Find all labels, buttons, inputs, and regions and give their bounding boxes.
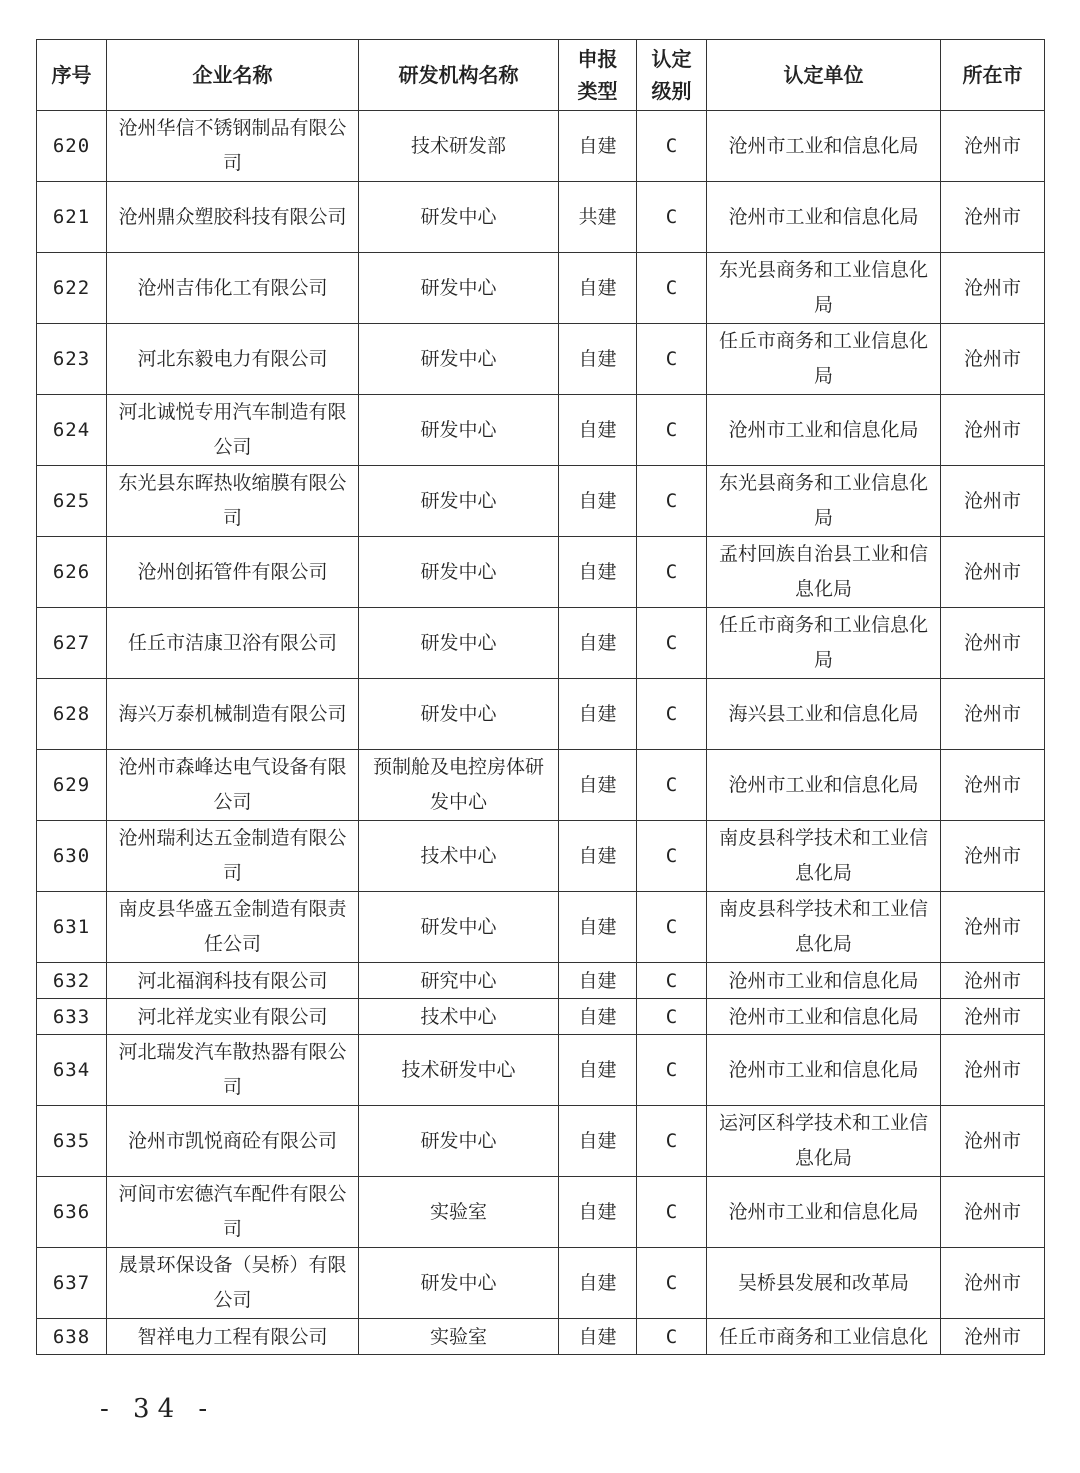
cell-institution: 技术研发中心 <box>359 1035 559 1106</box>
table-row <box>37 821 1045 892</box>
cell-city: 沧州市 <box>941 466 1045 537</box>
cell-institution: 技术研发部 <box>359 111 559 182</box>
table-row <box>37 892 1045 963</box>
table-row <box>37 1106 1045 1177</box>
cell-company: 沧州鼎众塑胶科技有限公司 <box>107 182 359 253</box>
cell-unit: 沧州市工业和信息化局 <box>707 111 941 182</box>
table-row <box>37 466 1045 537</box>
cell-city: 沧州市 <box>941 892 1045 963</box>
cell-company: 南皮县华盛五金制造有限责任公司 <box>107 892 359 963</box>
table-row <box>37 608 1045 679</box>
cell-level: C <box>637 608 707 679</box>
cell-unit: 南皮县科学技术和工业信息化局 <box>707 821 941 892</box>
table-row <box>37 1248 1045 1319</box>
cell-company: 沧州市凯悦商砼有限公司 <box>107 1106 359 1177</box>
cell-level: C <box>637 892 707 963</box>
cell-type: 自建 <box>559 679 637 750</box>
cell-institution: 研发中心 <box>359 1248 559 1319</box>
cell-city: 沧州市 <box>941 821 1045 892</box>
cell-company: 河北瑞发汽车散热器有限公司 <box>107 1035 359 1106</box>
header-serial: 序号 <box>37 40 107 111</box>
enterprise-rd-table <box>36 39 1045 1355</box>
cell-company: 沧州华信不锈钢制品有限公司 <box>107 111 359 182</box>
cell-city: 沧州市 <box>941 1248 1045 1319</box>
cell-institution: 实验室 <box>359 1177 559 1248</box>
cell-level: C <box>637 466 707 537</box>
cell-city: 沧州市 <box>941 608 1045 679</box>
cell-serial: 636 <box>37 1177 107 1248</box>
cell-serial: 632 <box>37 963 107 999</box>
cell-unit: 东光县商务和工业信息化局 <box>707 253 941 324</box>
cell-company: 智祥电力工程有限公司 <box>107 1319 359 1355</box>
cell-type: 自建 <box>559 821 637 892</box>
cell-institution: 研发中心 <box>359 892 559 963</box>
cell-city: 沧州市 <box>941 111 1045 182</box>
header-company: 企业名称 <box>107 40 359 111</box>
cell-institution: 研发中心 <box>359 395 559 466</box>
cell-serial: 621 <box>37 182 107 253</box>
table-row <box>37 963 1045 999</box>
cell-serial: 628 <box>37 679 107 750</box>
header-institution: 研发机构名称 <box>359 40 559 111</box>
cell-institution: 实验室 <box>359 1319 559 1355</box>
cell-type: 自建 <box>559 466 637 537</box>
cell-unit: 东光县商务和工业信息化局 <box>707 466 941 537</box>
table-header-row <box>37 40 1045 111</box>
cell-type: 自建 <box>559 1035 637 1106</box>
cell-institution: 技术中心 <box>359 821 559 892</box>
cell-serial: 626 <box>37 537 107 608</box>
cell-institution: 研发中心 <box>359 182 559 253</box>
cell-type: 自建 <box>559 253 637 324</box>
cell-serial: 629 <box>37 750 107 821</box>
cell-institution: 研发中心 <box>359 1106 559 1177</box>
cell-serial: 624 <box>37 395 107 466</box>
cell-level: C <box>637 182 707 253</box>
cell-institution: 研发中心 <box>359 253 559 324</box>
header-city: 所在市 <box>941 40 1045 111</box>
table-row <box>37 999 1045 1035</box>
cell-serial: 634 <box>37 1035 107 1106</box>
cell-serial: 633 <box>37 999 107 1035</box>
header-level: 认定级别 <box>637 40 707 111</box>
cell-institution: 研发中心 <box>359 608 559 679</box>
cell-level: C <box>637 1035 707 1106</box>
table-row <box>37 679 1045 750</box>
cell-level: C <box>637 1319 707 1355</box>
cell-institution: 研发中心 <box>359 324 559 395</box>
cell-institution: 研究中心 <box>359 963 559 999</box>
cell-city: 沧州市 <box>941 999 1045 1035</box>
cell-company: 晟景环保设备（吴桥）有限公司 <box>107 1248 359 1319</box>
header-unit: 认定单位 <box>707 40 941 111</box>
cell-level: C <box>637 1177 707 1248</box>
header-type: 申报类型 <box>559 40 637 111</box>
page-number: - 34 - <box>100 1394 216 1424</box>
cell-level: C <box>637 821 707 892</box>
cell-city: 沧州市 <box>941 1106 1045 1177</box>
cell-institution: 研发中心 <box>359 466 559 537</box>
cell-level: C <box>637 679 707 750</box>
cell-unit: 沧州市工业和信息化局 <box>707 395 941 466</box>
cell-company: 沧州吉伟化工有限公司 <box>107 253 359 324</box>
cell-type: 自建 <box>559 324 637 395</box>
table-row <box>37 395 1045 466</box>
cell-unit: 海兴县工业和信息化局 <box>707 679 941 750</box>
cell-unit: 沧州市工业和信息化局 <box>707 182 941 253</box>
cell-serial: 627 <box>37 608 107 679</box>
cell-company: 东光县东晖热收缩膜有限公司 <box>107 466 359 537</box>
cell-level: C <box>637 1248 707 1319</box>
cell-level: C <box>637 395 707 466</box>
cell-type: 共建 <box>559 182 637 253</box>
cell-city: 沧州市 <box>941 537 1045 608</box>
table-row <box>37 1177 1045 1248</box>
table-row <box>37 537 1045 608</box>
cell-type: 自建 <box>559 111 637 182</box>
cell-level: C <box>637 111 707 182</box>
cell-type: 自建 <box>559 537 637 608</box>
cell-type: 自建 <box>559 608 637 679</box>
cell-level: C <box>637 253 707 324</box>
cell-serial: 631 <box>37 892 107 963</box>
cell-type: 自建 <box>559 892 637 963</box>
cell-institution: 研发中心 <box>359 537 559 608</box>
cell-type: 自建 <box>559 963 637 999</box>
cell-type: 自建 <box>559 1106 637 1177</box>
table-row <box>37 182 1045 253</box>
cell-type: 自建 <box>559 395 637 466</box>
cell-city: 沧州市 <box>941 324 1045 395</box>
table-row <box>37 111 1045 182</box>
cell-city: 沧州市 <box>941 679 1045 750</box>
cell-city: 沧州市 <box>941 1177 1045 1248</box>
table-row <box>37 253 1045 324</box>
cell-unit: 沧州市工业和信息化局 <box>707 750 941 821</box>
cell-unit: 沧州市工业和信息化局 <box>707 1035 941 1106</box>
cell-serial: 637 <box>37 1248 107 1319</box>
cell-company: 沧州创拓管件有限公司 <box>107 537 359 608</box>
cell-serial: 625 <box>37 466 107 537</box>
cell-type: 自建 <box>559 1177 637 1248</box>
cell-company: 河北诚悦专用汽车制造有限公司 <box>107 395 359 466</box>
cell-type: 自建 <box>559 1319 637 1355</box>
cell-city: 沧州市 <box>941 1035 1045 1106</box>
table-row <box>37 324 1045 395</box>
cell-serial: 638 <box>37 1319 107 1355</box>
cell-company: 河北东毅电力有限公司 <box>107 324 359 395</box>
cell-company: 沧州瑞利达五金制造有限公司 <box>107 821 359 892</box>
cell-unit: 南皮县科学技术和工业信息化局 <box>707 892 941 963</box>
cell-unit: 沧州市工业和信息化局 <box>707 999 941 1035</box>
cell-serial: 623 <box>37 324 107 395</box>
cell-company: 沧州市森峰达电气设备有限公司 <box>107 750 359 821</box>
cell-institution: 研发中心 <box>359 679 559 750</box>
cell-unit: 吴桥县发展和改革局 <box>707 1248 941 1319</box>
cell-level: C <box>637 999 707 1035</box>
cell-serial: 635 <box>37 1106 107 1177</box>
cell-company: 海兴万泰机械制造有限公司 <box>107 679 359 750</box>
table-row <box>37 1319 1045 1355</box>
cell-level: C <box>637 963 707 999</box>
cell-level: C <box>637 324 707 395</box>
cell-serial: 622 <box>37 253 107 324</box>
cell-company: 任丘市洁康卫浴有限公司 <box>107 608 359 679</box>
cell-serial: 630 <box>37 821 107 892</box>
cell-city: 沧州市 <box>941 182 1045 253</box>
cell-city: 沧州市 <box>941 750 1045 821</box>
cell-unit: 运河区科学技术和工业信息化局 <box>707 1106 941 1177</box>
table-row <box>37 750 1045 821</box>
cell-unit: 沧州市工业和信息化局 <box>707 963 941 999</box>
cell-unit: 任丘市商务和工业信息化局 <box>707 324 941 395</box>
cell-type: 自建 <box>559 1248 637 1319</box>
cell-institution: 技术中心 <box>359 999 559 1035</box>
cell-unit: 沧州市工业和信息化局 <box>707 1177 941 1248</box>
cell-type: 自建 <box>559 999 637 1035</box>
cell-company: 河北祥龙实业有限公司 <box>107 999 359 1035</box>
cell-city: 沧州市 <box>941 253 1045 324</box>
cell-company: 河北福润科技有限公司 <box>107 963 359 999</box>
cell-company: 河间市宏德汽车配件有限公司 <box>107 1177 359 1248</box>
cell-unit: 任丘市商务和工业信息化局 <box>707 608 941 679</box>
cell-type: 自建 <box>559 750 637 821</box>
cell-level: C <box>637 537 707 608</box>
cell-institution: 预制舱及电控房体研发中心 <box>359 750 559 821</box>
cell-city: 沧州市 <box>941 1319 1045 1355</box>
cell-city: 沧州市 <box>941 395 1045 466</box>
table-row <box>37 1035 1045 1106</box>
cell-city: 沧州市 <box>941 963 1045 999</box>
cell-unit: 任丘市商务和工业信息化 <box>707 1319 941 1355</box>
cell-unit: 孟村回族自治县工业和信息化局 <box>707 537 941 608</box>
cell-level: C <box>637 750 707 821</box>
cell-level: C <box>637 1106 707 1177</box>
cell-serial: 620 <box>37 111 107 182</box>
